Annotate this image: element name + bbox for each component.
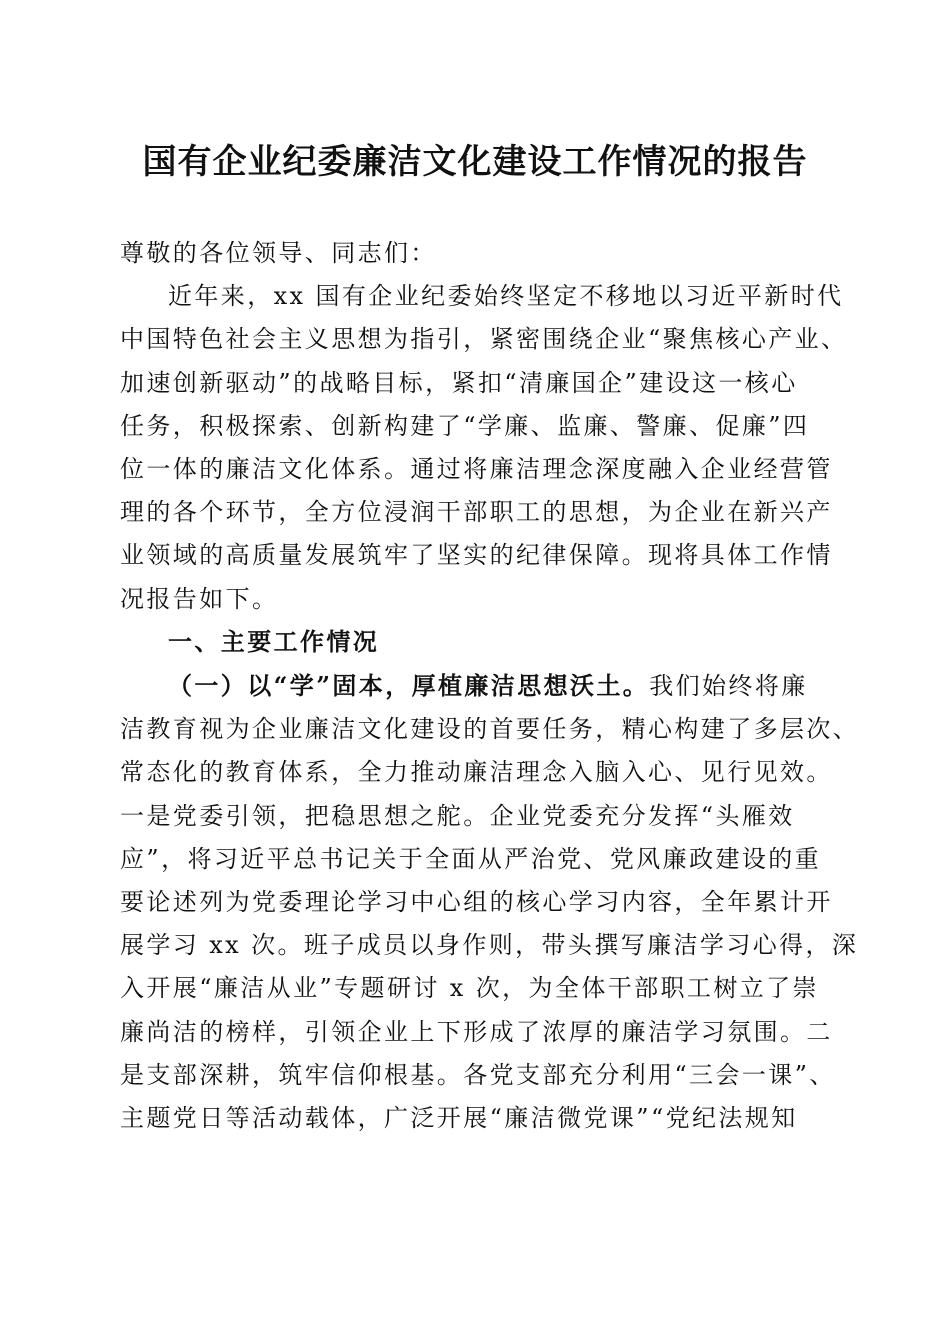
intro-line: 近年来，xx 国有企业纪委始终坚定不移地以习近平新时代: [168, 282, 844, 311]
intro-line: 理的各个环节，全方位浸润干部职工的思想，为企业在新兴产: [120, 498, 833, 527]
intro-line: 位一体的廉洁文化体系。通过将廉洁理念深度融入企业经营管: [120, 455, 833, 484]
salutation: 尊敬的各位领导、同志们：: [120, 239, 437, 267]
subsection-line: 入开展“廉洁从业”专题研讨 x 次，为全体干部职工树立了崇: [120, 974, 819, 1003]
subsection-line: 要论述列为党委理论学习中心组的核心学习内容，全年累计开: [120, 888, 833, 917]
subsection-line: 应”，将习近平总书记关于全面从严治党、党风廉政建设的重: [120, 844, 822, 873]
subsection-line: 主题党日等活动载体，广泛开展“廉洁微党课”“党纪法规知: [120, 1104, 798, 1133]
subsection-line: 常态化的教育体系，全力推动廉洁理念入脑入心、见行见效。: [120, 758, 833, 787]
subsection-line: 是支部深耕，筑牢信仰根基。各党支部充分利用“三会一课”、: [120, 1060, 836, 1089]
intro-line: 任务，积极探索、创新构建了“学廉、监廉、警廉、促廉”四: [120, 411, 810, 440]
subsection-paragraph: [120, 664, 860, 1140]
subsection-line: 展学习 xx 次。班子成员以身作则，带头撰写廉洁学习心得，深: [120, 931, 859, 960]
subsection-line: 廉尚洁的榜样，引领企业上下形成了浓厚的廉洁学习氛围。二: [120, 1017, 833, 1046]
subsection-line: 洁教育视为企业廉洁文化建设的首要任务，精心构建了多层次、: [120, 715, 860, 744]
intro-line: 中国特色社会主义思想为指引，紧密围绕企业“聚焦核心产业、: [120, 325, 848, 354]
document-title: 国有企业纪委廉洁文化建设工作情况的报告: [142, 142, 808, 182]
intro-line: 加速创新驱动”的战略目标，紧扣“清廉国企”建设这一核心: [120, 368, 798, 397]
subsection-lead: （一）以“学”固本，厚植廉洁思想沃土。: [168, 671, 650, 701]
subsection-first-line-rest: 我们始终将廉: [649, 672, 808, 701]
intro-line: 况报告如下。: [120, 584, 279, 613]
document-body: [120, 232, 860, 1140]
subsection-line: 一是党委引领，把稳思想之舵。企业党委充分发挥“头雁效: [120, 801, 795, 830]
intro-line: 业领域的高质量发展筑牢了坚实的纪律保障。现将具体工作情: [120, 541, 833, 570]
subsection-first-line: [120, 664, 832, 708]
section-heading: 一、主要工作情况: [168, 627, 380, 656]
intro-paragraph: [120, 275, 848, 621]
